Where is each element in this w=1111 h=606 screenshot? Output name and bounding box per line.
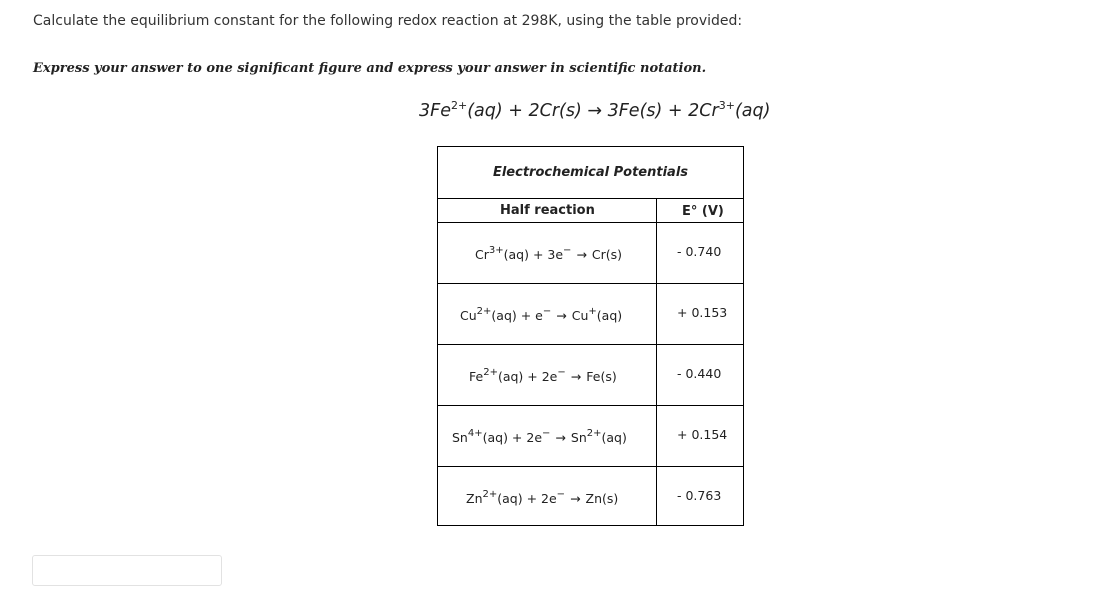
- table-divider: [438, 198, 743, 199]
- reaction-arrow: →: [570, 491, 581, 506]
- table-divider: [438, 222, 743, 223]
- half-reaction-cell: [475, 247, 622, 262]
- product-charge: +: [588, 306, 597, 317]
- eq-rhs-cr: 2Cr: [688, 101, 719, 121]
- electron-charge: −: [557, 367, 566, 378]
- product-species: Cr(s): [591, 247, 623, 262]
- header-half-reaction: Half reaction: [500, 203, 595, 218]
- potential-value-cell: - 0.440: [677, 366, 722, 381]
- table-title: Electrochemical Potentials: [492, 165, 689, 180]
- electron-charge: −: [542, 306, 552, 317]
- eq-plus-1: +: [502, 101, 529, 121]
- eq-rhs-fe: 3Fe(s): [607, 101, 663, 121]
- question-prompt: Calculate the equilibrium constant for the following redox reaction at 298K, using the table provided:: [33, 13, 743, 29]
- table-divider: [438, 283, 743, 284]
- product-charge: 2+: [586, 428, 602, 439]
- reactant-species: Zn: [466, 491, 483, 506]
- product-state: (aq): [601, 430, 627, 445]
- potential-value-cell: - 0.740: [677, 244, 722, 259]
- eq-plus-2: +: [662, 101, 689, 121]
- answer-input[interactable]: [32, 555, 222, 586]
- reactant-rest: (aq) + e: [491, 308, 543, 323]
- electron-charge: −: [556, 489, 566, 500]
- column-divider: [656, 198, 657, 525]
- product-species: Sn: [570, 430, 587, 445]
- reaction-arrow: →: [556, 308, 567, 323]
- eq-rhs-cr-charge: 3+: [718, 99, 735, 112]
- reaction-arrow: →: [555, 430, 566, 445]
- reaction-arrow: →: [576, 247, 587, 262]
- reactant-charge: 2+: [483, 367, 498, 378]
- product-species: Zn(s): [585, 491, 619, 506]
- potentials-table: [437, 146, 744, 526]
- reaction-arrow: →: [570, 369, 582, 384]
- reactant-rest: (aq) + 2e: [497, 491, 557, 506]
- table-divider: [438, 344, 743, 345]
- product-species: Fe(s): [586, 369, 617, 384]
- reactant-charge: 3+: [488, 245, 504, 256]
- eq-lhs-cr: 2Cr(s): [528, 101, 582, 121]
- product-state: (aq): [596, 308, 623, 323]
- half-reaction-cell: [469, 369, 617, 384]
- eq-rhs-cr-state: (aq): [734, 101, 771, 121]
- table-divider: [438, 466, 743, 467]
- reactant-species: Fe: [469, 369, 484, 384]
- potential-value-cell: + 0.154: [677, 427, 728, 442]
- reactant-charge: 2+: [482, 489, 498, 500]
- product-species: Cu: [571, 308, 589, 323]
- half-reaction-cell: [460, 308, 622, 323]
- reactant-charge: 4+: [467, 428, 483, 439]
- reactant-rest: (aq) + 2e: [497, 369, 558, 384]
- eq-lhs-fe-charge: 2+: [450, 99, 468, 112]
- reactant-rest: (aq) + 3e: [503, 247, 564, 262]
- half-reaction-cell: [466, 491, 618, 506]
- table-divider: [438, 405, 743, 406]
- eq-lhs-fe: 3Fe: [419, 101, 451, 121]
- question-instruction: Express your answer to one significant figure and express your answer in scientific notation.: [33, 61, 707, 76]
- electron-charge: −: [542, 428, 551, 439]
- electron-charge: −: [563, 245, 572, 256]
- eq-arrow: →: [581, 101, 608, 121]
- potential-value-cell: + 0.153: [677, 305, 728, 320]
- header-e-potential: E° (V): [682, 204, 724, 219]
- reactant-species: Cu: [460, 308, 477, 323]
- reactant-charge: 2+: [476, 306, 492, 317]
- potential-value-cell: - 0.763: [677, 488, 722, 503]
- reactant-species: Cr: [475, 247, 489, 262]
- reactant-species: Sn: [452, 430, 468, 445]
- half-reaction-cell: [452, 430, 627, 445]
- eq-lhs-fe-state: (aq): [467, 101, 503, 121]
- reaction-equation: [419, 101, 770, 121]
- reactant-rest: (aq) + 2e: [482, 430, 543, 445]
